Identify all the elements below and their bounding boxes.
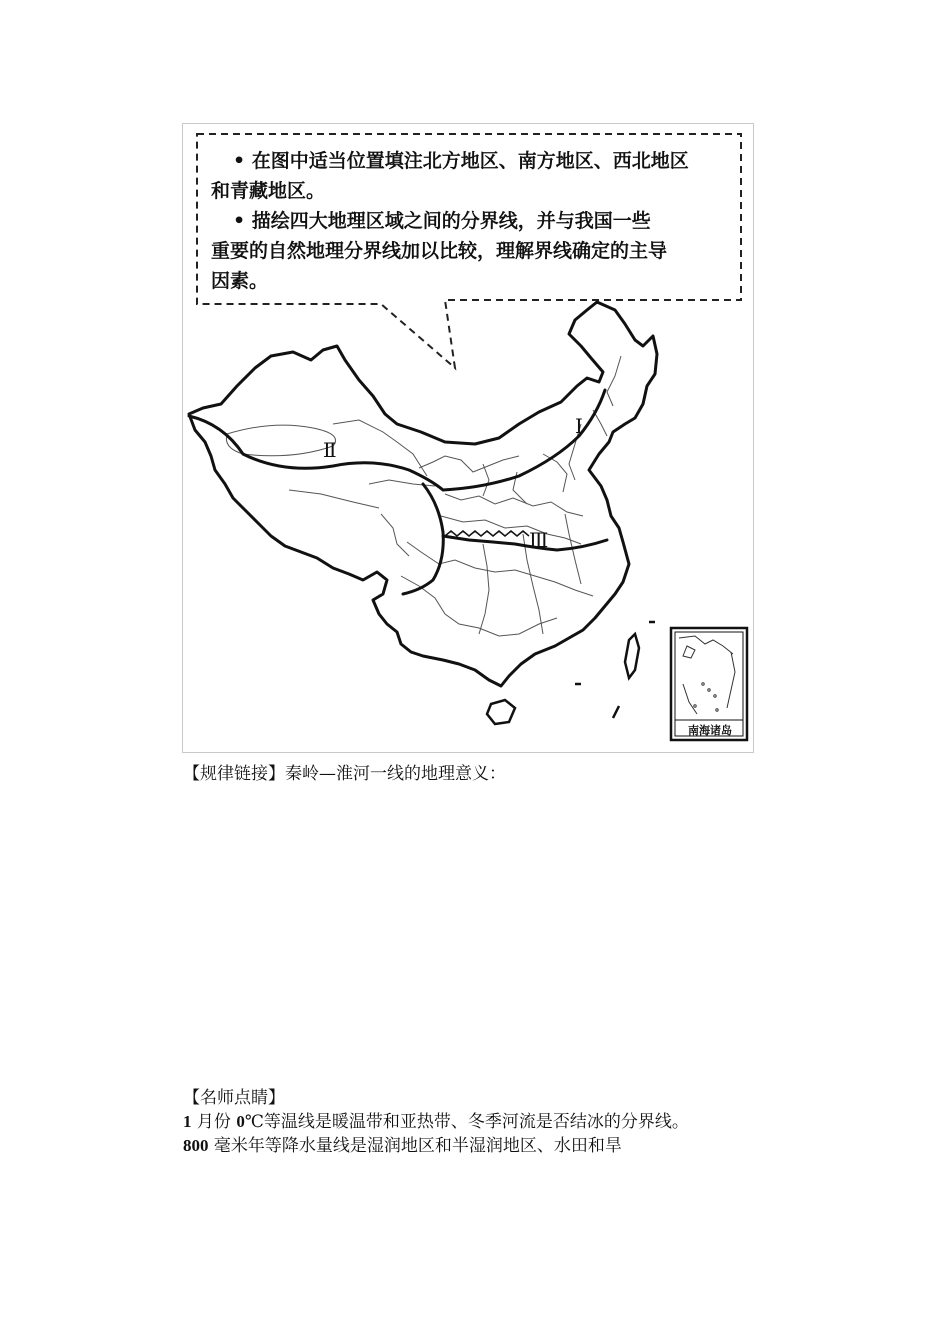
line1-number: 1	[183, 1112, 192, 1131]
bubble-line-3: • 描绘四大地理区域之间的分界线，并与我国一些	[233, 210, 651, 232]
line1-text-a: 月份	[191, 1112, 237, 1132]
bubble-line-5: 因素。	[211, 270, 269, 292]
line1-text-b: ℃等温线是暖温带和亚热带、冬季河流是否结冰的分界线。	[244, 1112, 689, 1132]
bubble-line-1: • 在图中适当位置填注北方地区、南方地区、西北地区	[233, 150, 689, 172]
qinling-sawtooth	[445, 531, 529, 536]
china-map-figure	[182, 123, 754, 753]
bubble-line-4: 重要的自然地理分界线加以比较，理解界线确定的主导	[211, 240, 668, 262]
province-borders	[226, 356, 621, 636]
hainan-island	[487, 700, 515, 724]
teacher-tip-line-1	[183, 1111, 689, 1133]
instruction-bubble-text	[211, 146, 741, 296]
boundary-line-1	[189, 390, 605, 490]
label-roman-1: Ⅰ	[575, 414, 583, 438]
line2-number: 800	[183, 1136, 209, 1155]
rule-link-line: 【规律链接】秦岭—淮河一线的地理意义：	[183, 764, 506, 784]
line2-text: 毫米年等降水量线是湿润地区和半湿润地区、水田和旱	[208, 1136, 622, 1156]
teacher-tip-heading: 【名师点睛】	[183, 1088, 285, 1108]
south-sea-inset-label: 南海诸岛	[688, 724, 732, 737]
region-boundaries	[189, 390, 607, 594]
bubble-line-2: 和青藏地区。	[211, 180, 326, 202]
line1-number-2: 0	[236, 1112, 245, 1131]
teacher-tip-line-2	[183, 1135, 622, 1157]
boundary-line-2	[403, 484, 443, 594]
coastal-island-marks	[575, 622, 655, 718]
china-outline	[189, 302, 657, 686]
taiwan-island	[625, 634, 639, 678]
label-roman-3: Ⅲ	[529, 528, 549, 552]
label-roman-2: Ⅱ	[323, 438, 337, 462]
